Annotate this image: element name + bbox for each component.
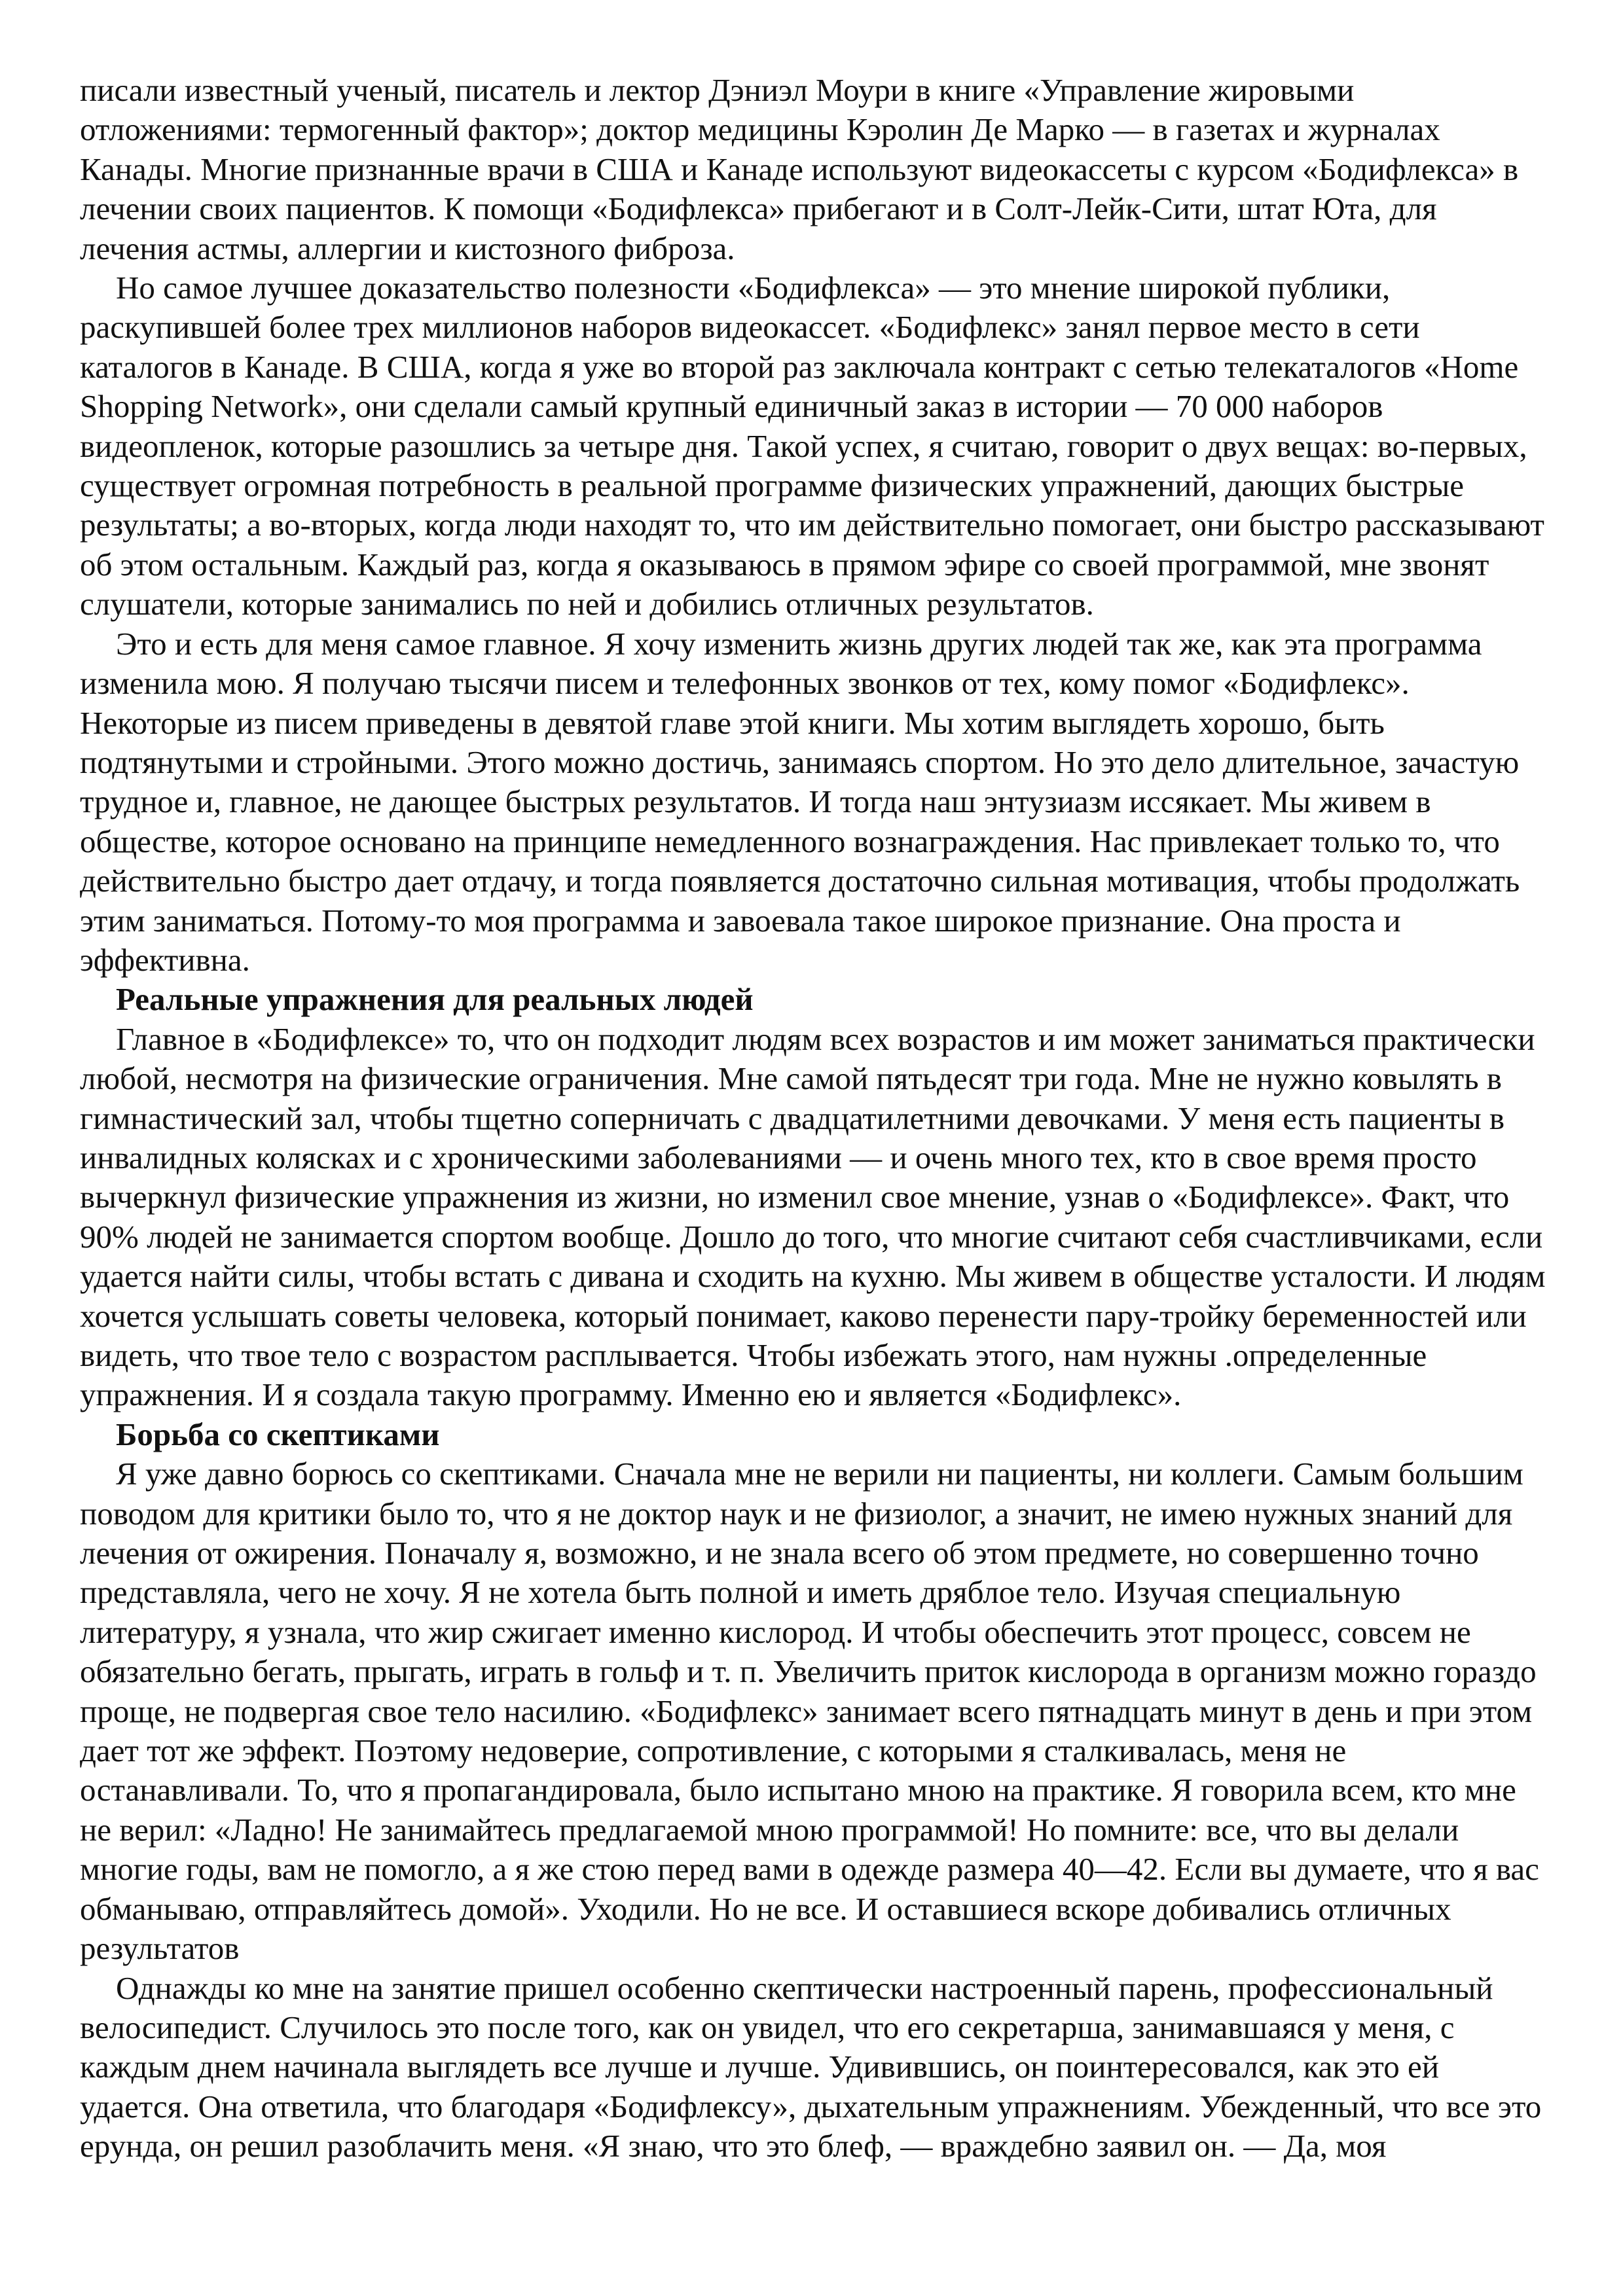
paragraph: Я уже давно борюсь со скептиками. Сначала мне не верили ни пациенты, ни коллеги. Самым большим поводом для критики было то, что я не доктор наук и не физиолог, а значит, не имею нужных знаний для лечения от ожирения. Поначалу я, возможно, и не знала всего об этом предмете, но совершенно точно представляла, чего не хочу. Я не хотела быть полной и иметь дряблое тело. Изучая специальную литературу, я узнала, что жир сжигает именно кислород. И чтобы обеспечить этот процесс, совсем не обязательно бегать, прыгать, играть в гольф и т. п. Увеличить приток кислорода в организм можно гораздо проще, не подвергая свое тело насилию. «Бодифлекс» занимает всего пятнадцать минут в день и при этом дает тот же эффект. Поэтому недоверие, сопротивление, с которыми я сталкивалась, меня не останавливали. То, что я пропагандировала, было испытано мною на практике. Я говорила всем, кто мне не верил: «Ладно! Не занимайтесь предлагаемой мною программой! Но помните: все, что вы делали многие годы, вам не помогло, а я же стою перед вами в одежде размера 40—42. Если вы думаете, что я вас обманываю, отправляйтесь домой». Уходили. Но не все. И оставшиеся вскоре добивались отличных результатов bbox=[80, 1456, 1539, 1967]
section-heading: Борьба со скептиками bbox=[116, 1416, 440, 1452]
section-heading: Реальные упражнения для реальных людей bbox=[116, 981, 754, 1018]
paragraph: Но самое лучшее доказательство полезности «Бодифлекса» — это мнение широкой публики, раскупившей более трех миллионов наборов видеокассет. «Бодифлекс» занял первое место в сети каталогов в Канаде. В США, когда я уже во второй раз заключала контракт с сетью телекаталогов «Home Shopping Network», они сделали самый крупный единичный заказ в истории — 70 000 наборов видеопленок, которые разошлись за четыре дня. Такой успех, я считаю, говорит о двух вещах: во-первых, существует огромная потребность в реальной программе физических упражнений, дающих быстрые результаты; а во-вторых, когда люди находят то, что им действительно помогает, они быстро рассказывают об этом остальным. Каждый раз, когда я оказываюсь в прямом эфире со своей программой, мне звонят слушатели, которые занимались по ней и добились отличных результатов. bbox=[80, 270, 1544, 622]
document-page bbox=[80, 71, 1553, 2166]
paragraph: писали известный ученый, писатель и лектор Дэниэл Моури в книге «Управление жировыми отложениями: термогенный фактор»; доктор медицины Кэролин Де Марко — в газетах и журналах Канады. Многие признанные врачи в США и Канаде используют видеокассеты с курсом «Бодифлекса» в лечении своих пациентов. К помощи «Бодифлекса» прибегают и в Солт-Лейк-Сити, штат Юта, для лечения астмы, аллергии и кистозного фиброза. bbox=[80, 72, 1519, 266]
paragraph: Главное в «Бодифлексе» то, что он подходит людям всех возрастов и им может заниматься практически любой, несмотря на физические ограничения. Мне самой пятьдесят три года. Мне не нужно ковылять в гимнастический зал, чтобы тщетно соперничать с двадцатилетними девочками. У меня есть пациенты в инвалидных колясках и с хроническими заболеваниями — и очень много тех, кто в свое время просто вычеркнул физические упражнения из жизни, но изменил свое мнение, узнав о «Бодифлексе». Факт, что 90% людей не занимается спортом вообще. Дошло до того, что многие считают себя счастливчиками, если удается найти силы, чтобы встать с дивана и сходить на кухню. Мы живем в обществе усталости. И людям хочется услышать советы человека, который понимает, каково перенести пару-тройку беременностей или видеть, что твое тело с возрастом расплывается. Чтобы избежать этого, нам нужны .определенные упражнения. И я создала такую программу. Именно ею и является «Бодифлекс». bbox=[80, 1020, 1546, 1413]
paragraph: Однажды ко мне на занятие пришел особенно скептически настроенный парень, профессиональный велосипедист. Случилось это после того, как он увидел, что его секретарша, занимавшаяся у меня, с каждым днем начинала выглядеть все лучше и лучше. Удивившись, он поинтересовался, как это ей удается. Она ответила, что благодаря «Бодифлексу», дыхательным упражнениям. Убежденный, что все это ерунда, он решил разоблачить меня. «Я знаю, что это блеф, — враждебно заявил он. — Да, моя bbox=[80, 1969, 1542, 2164]
paragraph: Это и есть для меня самое главное. Я хочу изменить жизнь других людей так же, как эта программа изменила мою. Я получаю тысячи писем и телефонных звонков от тех, кому помог «Бодифлекс». Некоторые из писем приведены в девятой главе этой книги. Мы хотим выглядеть хорошо, быть подтянутыми и стройными. Этого можно достичь, занимаясь спортом. Но это дело длительное, зачастую трудное и, главное, не дающее быстрых результатов. И тогда наш энтузиазм иссякает. Мы живем в обществе, которое основано на принципе немедленного вознаграждения. Нас привлекает только то, что действительно быстро дает отдачу, и тогда появляется достаточно сильная мотивация, чтобы продолжать этим заниматься. Потому-то моя программа и завоевала такое широкое признание. Она проста и эффективна. bbox=[80, 625, 1520, 978]
